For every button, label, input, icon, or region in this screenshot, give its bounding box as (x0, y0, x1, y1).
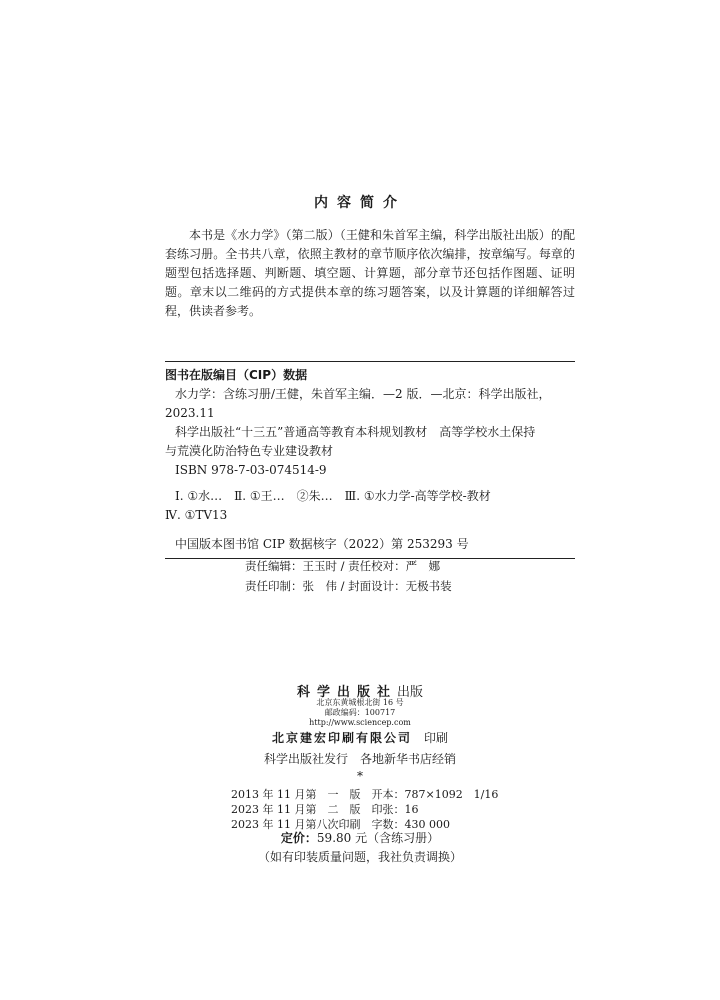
cip-isbn: ISBN 978-7-03-074514-9 (175, 463, 327, 477)
price-value: 59.80 元（含练习册） (316, 831, 440, 845)
publisher-logotype: 科学出版社 (296, 685, 397, 700)
cip-block (165, 361, 575, 559)
publisher-website: http://www.sciencep.com (309, 718, 411, 727)
printer-name: 北京建宏印刷有限公司 (271, 731, 412, 745)
edition-line-3: 2023 年 11 月第八次印刷 字数：430 000 (231, 818, 450, 831)
intro-section (165, 226, 575, 321)
intro-paragraph: 本书是《水力学》（第二版）（王健和朱首军主编，科学出版社出版）的配套练习册。全书共八章，依照主教材的章节顺序依次编排，按章编写。每章的题型包括选择题、判断题、填空题、计算题，部分章节还包括作图题、证明题。章末以二维码的方式提供本章的练习题答案，以及计算题的详细解答过程，供读者参考。 (165, 228, 575, 318)
cip-heading: 图书在版编目（CIP）数据 (165, 368, 308, 382)
cip-classification-1: Ⅰ. ①水… Ⅱ. ①王… ②朱… Ⅲ. ①水力学-高等学校-教材 (175, 489, 491, 503)
responsibility-block (245, 556, 452, 596)
edition-line-2: 2023 年 11 月第 二 版 印张：16 (231, 803, 419, 816)
printer-line (0, 729, 720, 746)
edition-line-1: 2013 年 11 月第 一 版 开本：787×1092 1/16 (231, 788, 499, 801)
cip-record-number: 中国版本图书馆 CIP 数据核字（2022）第 253293 号 (175, 537, 469, 551)
cip-line-3: 科学出版社“十三五”普通高等教育本科规划教材 高等学校水土保持 (175, 425, 536, 439)
cip-classification-2: Ⅳ. ①TV13 (165, 508, 228, 522)
responsibility-line-2: 责任印制：张 伟 / 封面设计：无极书装 (245, 579, 452, 593)
price-line (0, 829, 720, 846)
separator-star: * (357, 769, 363, 783)
publisher-postcode: 邮政编码：100717 (324, 708, 396, 717)
printer-suffix: 印刷 (424, 731, 449, 745)
responsibility-line-1: 责任编辑：王玉时 / 责任校对：严 娜 (245, 559, 441, 573)
publisher-contact (0, 698, 720, 728)
price-label: 定价： (280, 831, 317, 845)
cip-line-1: 水力学：含练习册/王健，朱首军主编．—2 版．—北京：科学出版社， (175, 387, 551, 401)
publisher-address: 北京东黄城根北街 16 号 (316, 698, 404, 707)
intro-title: 内容简介 (314, 195, 406, 211)
cip-line-2: 2023.11 (165, 406, 215, 420)
distribution-line: 科学出版社发行 各地新华书店经销 (263, 752, 456, 766)
quality-notice: （如有印装质量问题，我社负责调换） (257, 850, 462, 864)
cip-line-4: 与荒漠化防治特色专业建设教材 (165, 444, 334, 458)
edition-block (231, 787, 498, 832)
publisher-suffix: 出版 (397, 685, 424, 700)
